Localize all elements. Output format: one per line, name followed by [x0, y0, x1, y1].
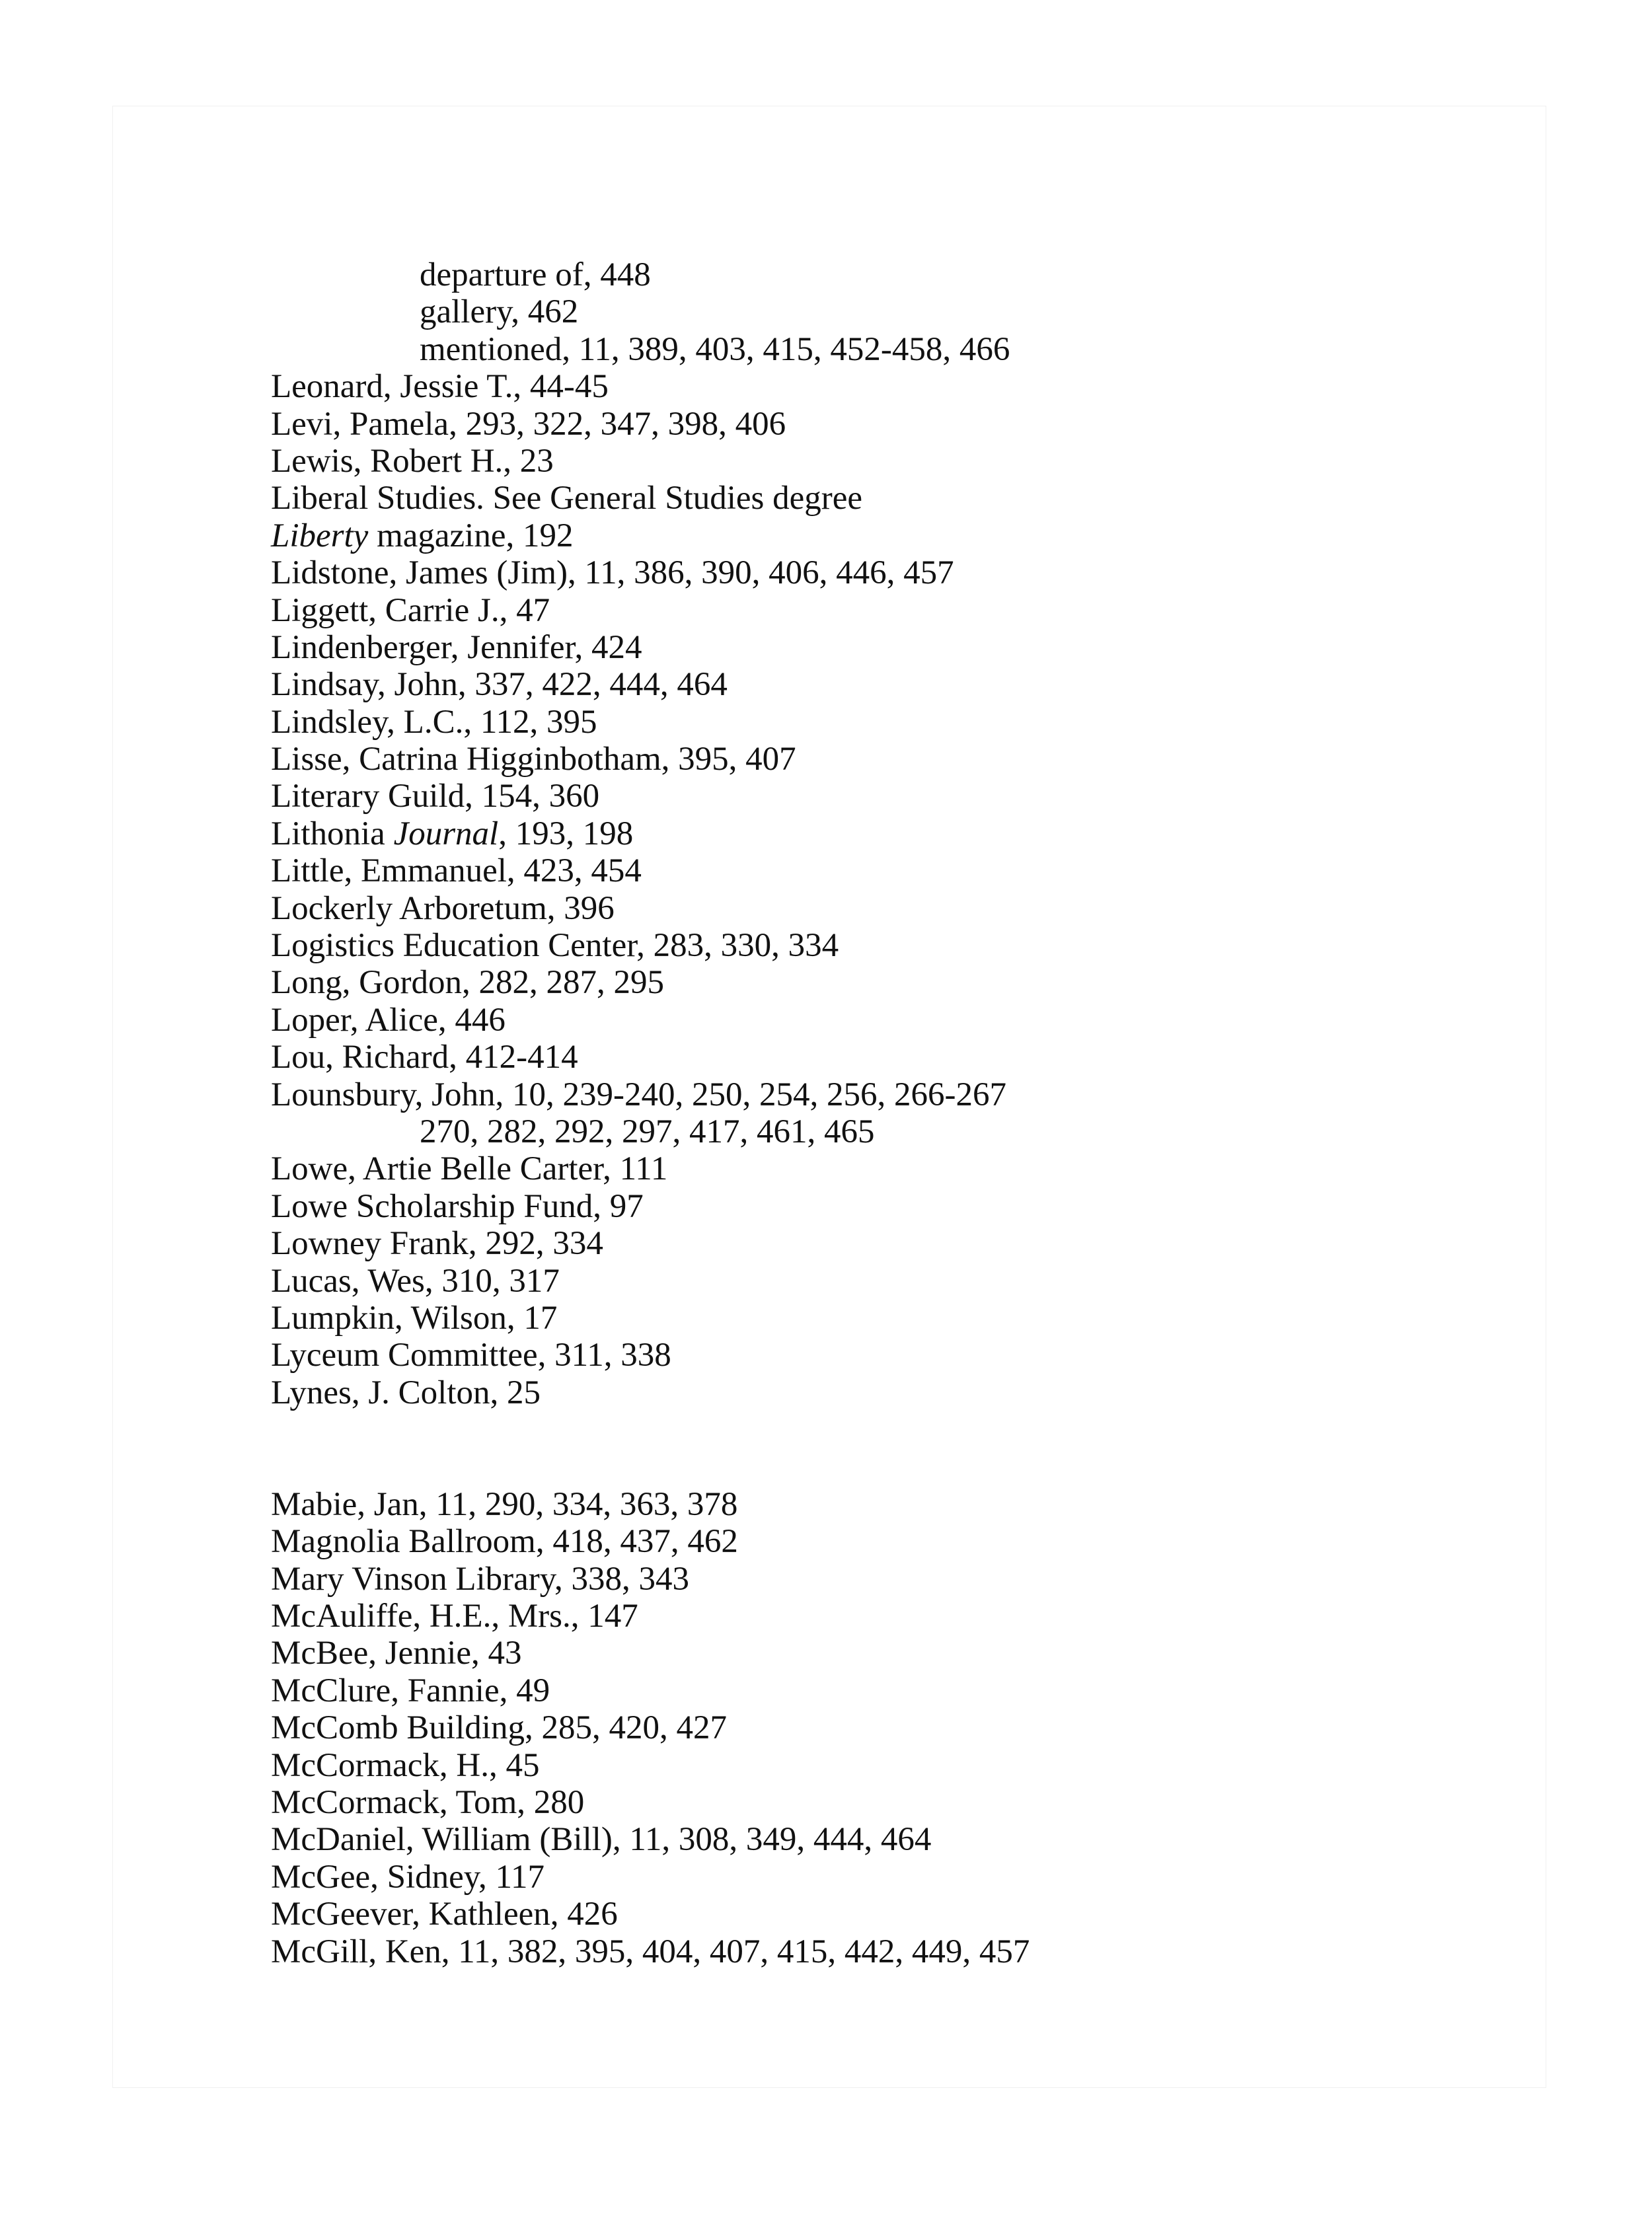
index-subentry: [271, 256, 1030, 293]
entry-text: Lindsay, John, 337, 422, 444, 464: [271, 666, 728, 704]
entry-text: departure of, 448: [420, 256, 651, 293]
index-subentry: [271, 1113, 1030, 1150]
index-entry: [271, 1561, 1030, 1598]
index-entry: [271, 554, 1030, 591]
entry-text: McComb Building, 285, 420, 427: [271, 1709, 727, 1747]
entry-italic-title: Liberty: [271, 517, 369, 554]
entry-text: 270, 282, 292, 297, 417, 461, 465: [420, 1113, 875, 1150]
index-entry: [271, 517, 1030, 554]
index-entry: [271, 1337, 1030, 1374]
entry-text: Lumpkin, Wilson, 17: [271, 1299, 558, 1337]
entry-text: Lidstone, James (Jim), 11, 386, 390, 406, 446, 457: [271, 554, 954, 592]
entry-text: Levi, Pamela, 293, 322, 347, 398, 406: [271, 405, 786, 443]
index-entry: [271, 1747, 1030, 1784]
index-entry: [271, 1263, 1030, 1300]
index-entry: [271, 1374, 1030, 1411]
index-entry: [271, 1821, 1030, 1858]
index-entry: [271, 704, 1030, 741]
index-entry: [271, 480, 1030, 517]
entry-text: Loper, Alice, 446: [271, 1001, 506, 1039]
entry-text: Long, Gordon, 282, 287, 295: [271, 964, 664, 1002]
entry-text: Mary Vinson Library, 338, 343: [271, 1560, 689, 1598]
index-entry: [271, 666, 1030, 703]
index-entry: [271, 927, 1030, 964]
index-entry: [271, 1784, 1030, 1821]
entry-text: Lyceum Committee, 311, 338: [271, 1337, 671, 1374]
index-entry: [271, 1486, 1030, 1523]
entry-text: Lowney Frank, 292, 334: [271, 1225, 603, 1263]
entry-text: Lou, Richard, 412-414: [271, 1039, 578, 1076]
entry-text: McCormack, H., 45: [271, 1746, 540, 1784]
entry-text: Mabie, Jan, 11, 290, 334, 363, 378: [271, 1485, 738, 1523]
entry-text: gallery, 462: [420, 293, 579, 331]
index-entry: [271, 1076, 1030, 1113]
entry-italic-title: Journal: [393, 815, 499, 852]
index-entry: [271, 964, 1030, 1001]
entry-text: McBee, Jennie, 43: [271, 1635, 522, 1672]
index-entry: [271, 815, 1030, 852]
index-subentry: [271, 293, 1030, 330]
entry-text: Leonard, Jessie T., 44-45: [271, 368, 609, 406]
index-entry: [271, 1002, 1030, 1039]
entry-prefix: Lithonia: [271, 815, 394, 852]
index-entry: [271, 592, 1030, 629]
index-entry: [271, 368, 1030, 405]
entry-text: Lindsley, L.C., 112, 395: [271, 703, 597, 741]
entry-text: Lucas, Wes, 310, 317: [271, 1262, 560, 1300]
index-entry: [271, 741, 1030, 778]
index-entry: [271, 1859, 1030, 1896]
index-entry: [271, 890, 1030, 927]
entry-text: McDaniel, William (Bill), 11, 308, 349, 444, 464: [271, 1821, 932, 1859]
entry-text: Lockerly Arboretum, 396: [271, 889, 615, 927]
entry-text: Liggett, Carrie J., 47: [271, 591, 550, 629]
entry-text: Logistics Education Center, 283, 330, 334: [271, 927, 839, 965]
index-entry: [271, 1188, 1030, 1225]
index-entry: [271, 629, 1030, 666]
entry-text: Liberal Studies. See General Studies degree: [271, 480, 863, 517]
entry-text: Lindenberger, Jennifer, 424: [271, 628, 642, 666]
entry-text: , 193, 198: [498, 815, 634, 852]
index-entry: [271, 1300, 1030, 1337]
index-entry: [271, 1225, 1030, 1262]
entry-text: Lounsbury, John, 10, 239-240, 250, 254, 256, 266-267: [271, 1076, 1006, 1113]
entry-text: McCormack, Tom, 280: [271, 1784, 585, 1822]
entry-text: Lisse, Catrina Higginbotham, 395, 407: [271, 741, 796, 778]
index-entry: [271, 1039, 1030, 1076]
entry-text: Lowe, Artie Belle Carter, 111: [271, 1150, 668, 1188]
index-entry: [271, 778, 1030, 815]
entry-text: McGee, Sidney, 117: [271, 1858, 545, 1896]
entry-text: McClure, Fannie, 49: [271, 1672, 550, 1709]
index-entry: [271, 1150, 1030, 1187]
index-entry: [271, 1523, 1030, 1560]
index-entry-list: [271, 256, 1030, 1970]
entry-text: Lewis, Robert H., 23: [271, 442, 554, 480]
index-entry: [271, 1672, 1030, 1709]
entry-text: McGill, Ken, 11, 382, 395, 404, 407, 415, 442, 449, 457: [271, 1933, 1030, 1970]
index-subentry: [271, 331, 1030, 368]
entry-text: Little, Emmanuel, 423, 454: [271, 852, 642, 890]
index-entry: [271, 1598, 1030, 1635]
entry-text: McAuliffe, H.E., Mrs., 147: [271, 1598, 638, 1635]
entry-text: Literary Guild, 154, 360: [271, 778, 600, 815]
index-entry: [271, 1709, 1030, 1746]
entry-text: Lowe Scholarship Fund, 97: [271, 1187, 644, 1225]
index-entry: [271, 852, 1030, 889]
entry-text: McGeever, Kathleen, 426: [271, 1896, 618, 1933]
entry-text: magazine, 192: [368, 517, 574, 554]
entry-text: Lynes, J. Colton, 25: [271, 1374, 541, 1411]
entry-text: mentioned, 11, 389, 403, 415, 452-458, 466: [420, 330, 1010, 368]
entry-text: Magnolia Ballroom, 418, 437, 462: [271, 1523, 738, 1561]
index-entry: [271, 406, 1030, 443]
index-entry: [271, 443, 1030, 480]
letter-section-gap: [271, 1411, 1030, 1486]
index-entry: [271, 1933, 1030, 1970]
index-entry: [271, 1896, 1030, 1933]
index-entry: [271, 1635, 1030, 1672]
